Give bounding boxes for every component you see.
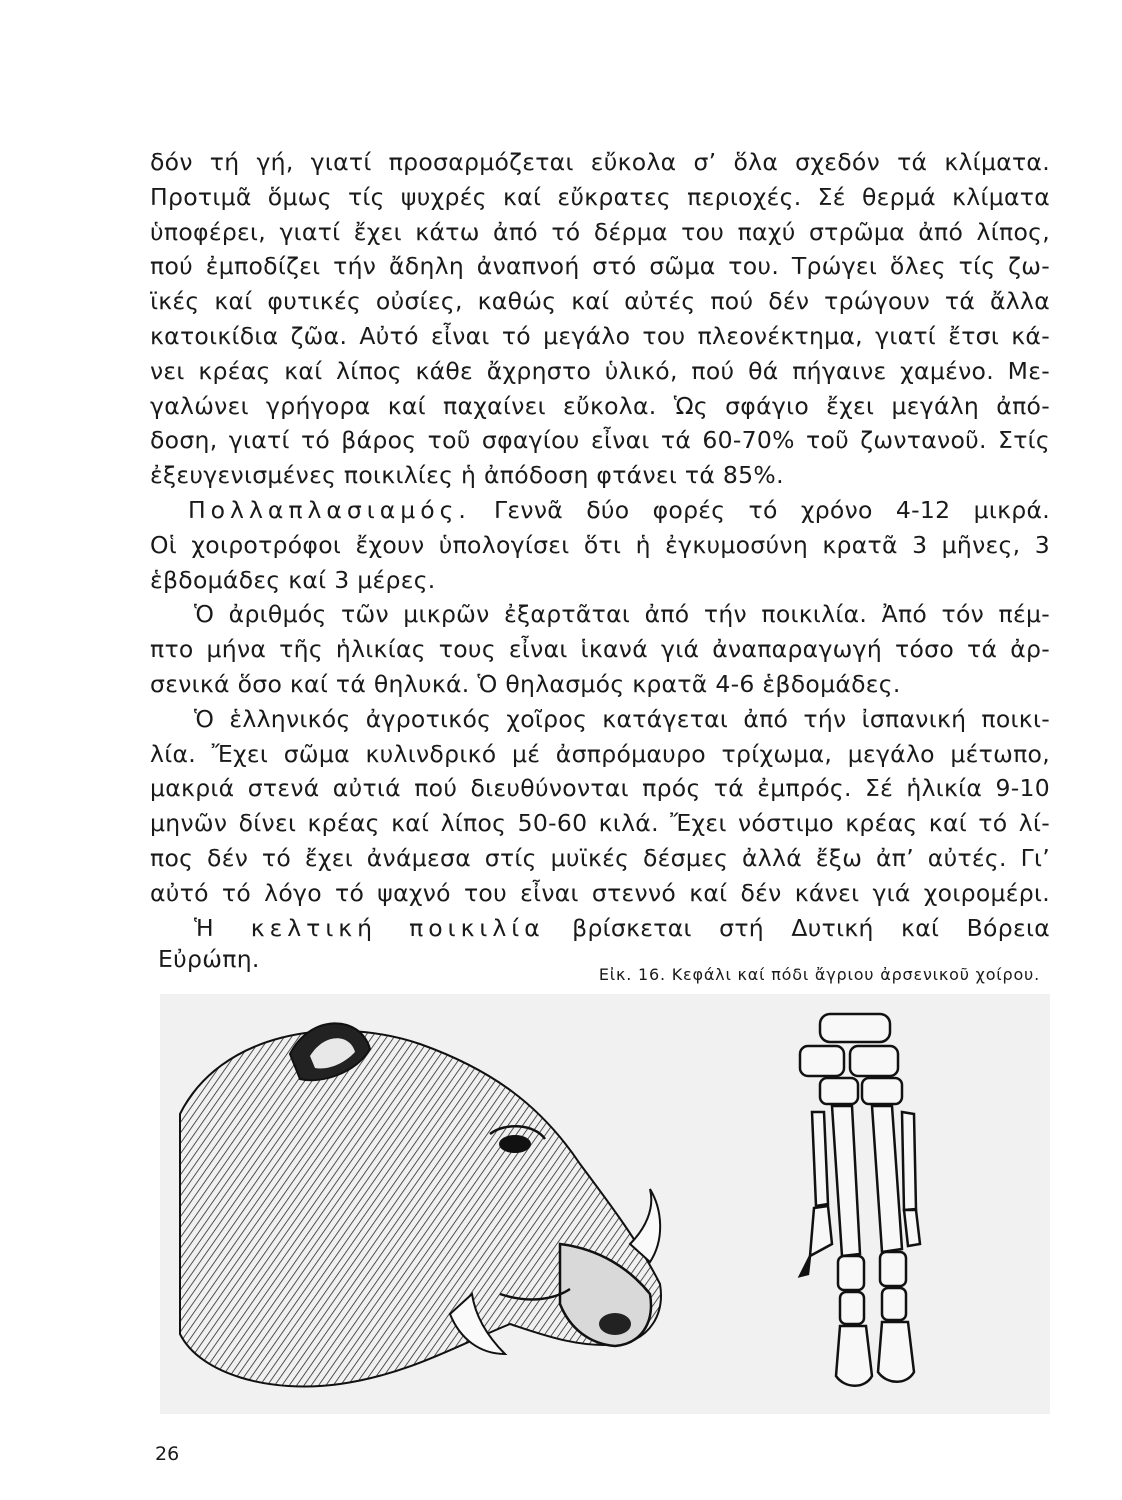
figure-caption: Εἰκ. 16. Κεφάλι καί πόδι ἄγριου ἀρσενικοῦ χοίρου. [598, 965, 1040, 984]
boar-illustration [160, 994, 1050, 1414]
caption-row [150, 945, 1040, 993]
leg-skeleton [800, 1014, 920, 1386]
body-text [150, 145, 1050, 945]
text-line-9: δοση, γιατί τό βάρος τοῦ σφαγίου εἶναι τά 60-70% τοῦ ζωντανοῦ. Στίς [150, 426, 1050, 455]
celtic-text: βρίσκεται στή Δυτική καί Βόρεια [572, 913, 1050, 942]
text-line-6: κατοικίδια ζῶα. Αὐτό εἶναι τό μεγάλο του πλεονέκτημα, γιατί ἔτσι κά- [150, 321, 1050, 350]
celtic-paragraph [150, 911, 1050, 946]
text-line-19: μακριά στενά αὐτιά πού διευθύνονται πρός τά ἐμπρός. Σέ ἡλικία 9-10 [150, 774, 1050, 803]
text-line-20: μηνῶν δίνει κρέας καί λίπος 50-60 κιλά. Ἔχει νόστιμο κρέας καί τό λί- [150, 809, 1050, 838]
text-line-15: πτο μήνα τῆς ἡλικίας τους εἶναι ἱκανά γιά ἀναπαραγωγή τόσο τά ἀρ- [150, 635, 1050, 664]
multiplication-heading: Πολλαπλασιαμός. [188, 495, 471, 524]
text-line-16: σενικά ὅσο καί τά θηλυκά. Ὁ θηλασμός κρατᾶ 4-6 ἑβδομάδες. [150, 669, 901, 698]
text-line-5: ϊκές καί φυτικές οὐσίες, καθώς καί αὐτές πού δέν τρώγουν τά ἄλλα [150, 287, 1050, 316]
text-line-8: γαλώνει γρήγορα καί παχαίνει εὔκολα. Ὡς σφάγιο ἔχει μεγάλη ἀπό- [150, 391, 1050, 420]
boar-drawing [160, 994, 1050, 1414]
boar-head [180, 1023, 661, 1386]
celtic-last-line: Εὐρώπη. [158, 945, 260, 973]
multiplication-paragraph [150, 493, 1050, 528]
text-line-1: δόν τή γή, γιατί προσαρμόζεται εὔκολα σ’ ὅλα σχεδόν τά κλίματα. [150, 148, 1050, 176]
text-line-10: ἐξευγενισμένες ποικιλίες ἡ ἀπόδοση φτάνει τά 85%. [150, 461, 784, 490]
text-line-3: ὑποφέρει, γιατί ἔχει κάτω ἀπό τό δέρμα του παχύ στρῶμα ἀπό λίπος, [150, 217, 1050, 246]
text-line-18: λία. Ἔχει σῶμα κυλινδρικό μέ ἀσπρόμαυρο τρίχωμα, μεγάλο μέτωπο, [150, 739, 1050, 768]
text-line-4: πού ἐμποδίζει τήν ἄδηλη ἀναπνοή στό σῶμα του. Τρώγει ὅλες τίς ζω- [150, 252, 1050, 281]
text-line-7: νει κρέας καί λίπος κάθε ἄχρηστο ὑλικό, πού θά πήγαινε χαμένο. Με- [150, 356, 1050, 385]
text-line-17: Ὁ ἑλληνικός ἀγροτικός χοῖρος κατάγεται ἀπό τήν ἰσπανική ποικι- [194, 704, 1050, 733]
multiplication-text: Γεννᾶ δύο φορές τό χρόνο 4-12 μικρά. [494, 495, 1050, 524]
celtic-heading: Ἡ κελτική ποικιλία [194, 913, 545, 942]
text-line-14: Ὁ ἀριθμός τῶν μικρῶν ἐξαρτᾶται ἀπό τήν ποικιλία. Ἀπό τόν πέμ- [194, 600, 1050, 629]
text-line-13: ἑβδομάδες καί 3 μέρες. [150, 565, 436, 594]
text-line-22: αὐτό τό λόγο τό ψαχνό του εἶναι στεννό καί δέν κάνει γιά χοιρομέρι. [150, 878, 1050, 907]
page-number: 26 [155, 1443, 180, 1465]
text-line-2: Προτιμᾶ ὅμως τίς ψυχρές καί εὔκρατες περιοχές. Σέ θερμά κλίματα [150, 182, 1050, 211]
text-line-21: πος δέν τό ἔχει ἀνάμεσα στίς μυϊκές δέσμες ἀλλά ἔξω ἀπ’ αὐτές. Γι’ [150, 843, 1050, 872]
text-line-12: Οἱ χοιροτρόφοι ἔχουν ὑπολογίσει ὅτι ἡ ἐγκυμοσύνη κρατᾶ 3 μῆνες, 3 [150, 530, 1050, 559]
